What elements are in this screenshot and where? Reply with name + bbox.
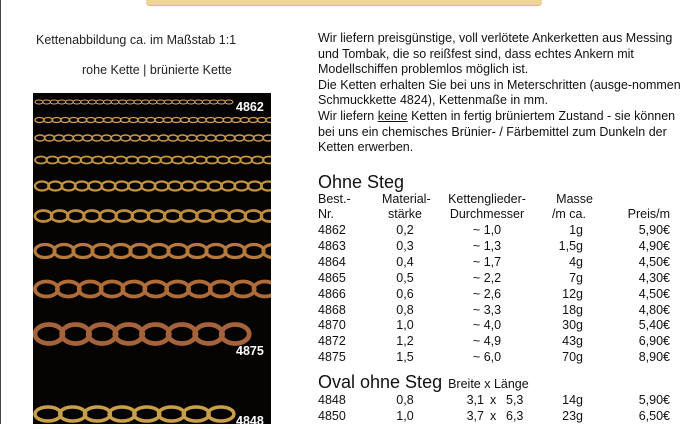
cell-times: x: [490, 408, 497, 423]
cell-times: x: [490, 393, 497, 407]
cell-nr: 4866: [318, 286, 346, 301]
cell-nr: 4863: [318, 238, 346, 253]
intro-text: [318, 31, 683, 156]
cell-width: 3,1: [466, 393, 484, 407]
cell-material: 0,5: [396, 270, 414, 285]
cell-mass: 43g: [562, 334, 583, 349]
cell-material: 0,4: [396, 254, 414, 269]
oval-title-text: Oval ohne Steg: [318, 372, 443, 392]
cell-mass: 7g: [569, 270, 583, 285]
cell-material: 1,0: [396, 318, 414, 333]
cell-price: 4,90€: [638, 238, 670, 253]
chain-row: [35, 100, 233, 104]
intro-paragraph-1: Wir liefern preisgünstige, voll verlötete Ankerketten aus Messing und Tombak, die so reißfest sind, dass echtes Ankern mit Modellschiffen problemlos möglich ist.: [318, 31, 673, 77]
chain-row: [35, 282, 271, 297]
cell-price: 6,50€: [638, 408, 670, 423]
photo-label-4862: 4862: [236, 100, 264, 114]
chain-scale-caption: Kettenabbildung ca. im Maßstab 1:1: [36, 33, 237, 47]
chain-row: [35, 135, 271, 141]
cell-mass: 14g: [562, 393, 583, 407]
photo-label-4848: 4848: [236, 414, 264, 428]
cell-price: 4,50€: [638, 254, 670, 269]
cell-price: 5,90€: [638, 223, 670, 237]
photo-label-4875: 4875: [236, 344, 264, 358]
cell-material: 0,2: [396, 223, 414, 237]
header-masse: Masse: [556, 192, 593, 206]
cell-price: 5,90€: [638, 393, 670, 407]
cell-material: 1,2: [396, 334, 414, 349]
cell-mass: 1,5g: [558, 238, 583, 253]
cell-price: 4,30€: [638, 270, 670, 285]
cell-mass: 4g: [569, 254, 583, 269]
chain-row: [35, 211, 271, 222]
cell-nr: 4864: [318, 254, 346, 269]
cell-material: 0,3: [396, 238, 414, 253]
chain-row: [35, 118, 271, 123]
cell-nr: 4848: [318, 393, 346, 407]
cell-material: 0,6: [396, 286, 414, 301]
cell-diameter: ~ 4,0: [472, 318, 502, 333]
section-title-ohne-steg: Ohne Steg: [318, 172, 405, 192]
cell-diameter: ~ 1,7: [472, 254, 502, 269]
intro-p3-start: Wir liefern: [318, 108, 378, 123]
chain-row: [35, 182, 271, 191]
header-nr: Nr.: [318, 207, 334, 221]
chain-illustration: [33, 93, 271, 424]
cell-nr: 4872: [318, 334, 346, 349]
top-decorative-bar: [146, 0, 542, 6]
header-durchmesser: Durchmesser: [449, 207, 525, 221]
cell-mass: 1g: [569, 223, 583, 237]
chain-sample-photo: [33, 93, 271, 428]
cell-diameter: ~ 6,0: [472, 350, 502, 365]
header-diameter: Kettenglieder-: [448, 192, 526, 206]
window-left-border: [0, 0, 1, 424]
cell-width: 3,7: [466, 408, 484, 423]
intro-p3-keine: keine: [377, 108, 408, 123]
cell-diameter: ~ 2,6: [472, 286, 502, 301]
cell-nr: 4865: [318, 270, 346, 285]
intro-p3-end: Ketten in fertig brüniertem Zustand - sie können bei uns ein chemisches Brünier- / Färbemittel zum Dunkeln der Ketten erwerben.: [318, 108, 676, 155]
cell-diameter: ~ 4,9: [472, 334, 502, 349]
cell-mass: 12g: [562, 286, 583, 301]
intro-paragraph-2: Die Ketten erhalten Sie bei uns in Meterschritten (ausge-nommen Schmuckkette 4824), Kettenmaße in mm.: [318, 77, 681, 108]
cell-nr: 4850: [318, 408, 346, 423]
cell-price: 4,80€: [638, 302, 670, 317]
cell-mass: 18g: [562, 302, 583, 317]
cell-material: 1,0: [396, 408, 414, 423]
chain-row: [35, 325, 249, 344]
chain-finish-caption: rohe Kette | brünierte Kette: [82, 63, 232, 77]
header-preis: Preis/m: [627, 207, 670, 221]
cell-price: 8,90€: [638, 350, 670, 365]
cell-diameter: ~ 3,3: [472, 302, 502, 317]
cell-price: 6,90€: [638, 334, 670, 349]
header-best-nr: Best.-: [318, 192, 351, 206]
header-staerke: stärke: [387, 207, 423, 221]
cell-material: 1,5: [396, 350, 414, 365]
cell-mass: 30g: [562, 318, 583, 333]
cell-nr: 4862: [318, 223, 346, 237]
cell-nr: 4870: [318, 318, 346, 333]
chain-row: [35, 407, 234, 421]
section-title-oval: [318, 372, 529, 393]
cell-mass: 70g: [562, 350, 583, 365]
cell-material: 0,8: [396, 393, 414, 407]
cell-price: 5,40€: [638, 318, 670, 333]
cell-length: 6,3: [506, 408, 524, 423]
cell-price: 4,50€: [638, 286, 670, 301]
header-material: Material-: [382, 192, 431, 206]
header-per-meter: /m ca.: [551, 207, 586, 221]
cell-diameter: ~ 1,3: [472, 238, 502, 253]
oval-subtitle: Breite x Länge: [448, 377, 529, 391]
cell-mass: 23g: [562, 408, 583, 423]
cell-nr: 4868: [318, 302, 346, 317]
cell-diameter: ~ 1,0: [472, 223, 502, 237]
chain-row: [35, 245, 271, 258]
cell-nr: 4875: [318, 350, 346, 365]
cell-diameter: ~ 2,2: [472, 270, 502, 285]
chain-row: [35, 157, 271, 164]
intro-paragraph-3: [318, 109, 683, 156]
cell-length: 5,3: [506, 393, 524, 407]
cell-material: 0,8: [396, 302, 414, 317]
